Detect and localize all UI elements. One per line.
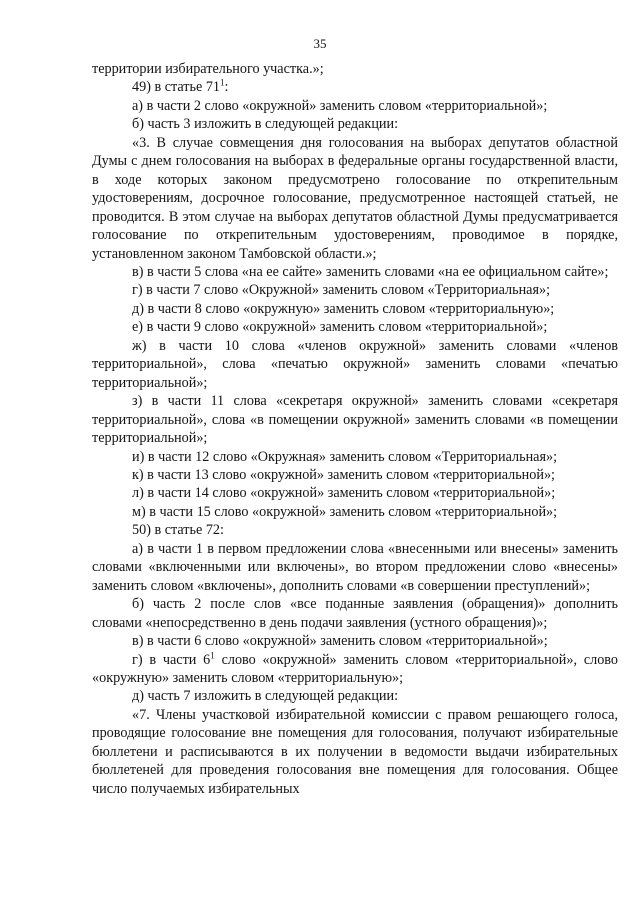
paragraph [92,503,618,521]
paragraph-text: д) в части 8 слово «окружную» заменить словом «территориальную»; [132,300,555,317]
paragraph-text: г) в части 6 [132,651,211,668]
paragraph [92,484,618,502]
paragraph-text: б) часть 2 после слов «все поданные заявления (обращения)» дополнить словами «непосредственно в день подачи заявления (устного обращения)»; [92,596,618,631]
paragraph-text: ж) в части 10 слова «членов окружной» заменить словами «членов территориальной», слова «печатью окружной» заменить словами «печатью территориальной»; [92,337,618,391]
paragraph [92,595,618,632]
paragraph [92,687,618,705]
paragraph [92,300,618,318]
paragraph [92,318,618,336]
paragraph-text: 49) в статье 71 [132,79,221,96]
paragraph [92,97,618,115]
paragraph [92,466,618,484]
paragraph [92,632,618,650]
paragraph-text: а) в части 2 слово «окружной» заменить словом «территориальной»; [132,97,548,114]
paragraph [92,134,618,263]
paragraph-text: е) в части 9 слово «окружной» заменить словом «территориальной»; [132,319,548,336]
paragraph [92,78,618,96]
paragraph [92,392,618,447]
paragraph-text: з) в части 11 слова «секретаря окружной» заменить словами «секретаря территориальной», слова «в помещении окружной» заменить словами «в помещении территориальной»; [92,393,618,447]
paragraph-text: территории избирательного участка.»; [92,61,324,77]
paragraph-text: б) часть 3 изложить в следующей редакции: [132,116,399,133]
paragraph-text: л) в части 14 слово «окружной» заменить словом «территориальной»; [132,485,556,502]
paragraph-text: в) в части 5 слова «на ее сайте» заменить словами «на ее официальном сайте»; [132,263,609,280]
paragraph [92,651,618,688]
paragraph-text: «3. В случае совмещения дня голосования на выборах депутатов областной Думы с днем голосования на выборах в федеральные органы государственной власти, в ходе которых законом предусмотрено голосование по открепительным удостоверениям, досрочное голосование, предусмотренное настоящей статьей, не проводится. В этом случае на выборах депутатов областной Думы предусматривается голосование по открепительным удостоверениям, проводимое в порядке, установленном законом Тамбовской области.»; [92,134,618,262]
paragraph-text-continued: слово «окружной» заменить словом «территориальной», слово «окружную» заменить словом «территориальную»; [92,651,618,686]
paragraph [92,115,618,133]
paragraph [92,60,618,78]
paragraph [92,540,618,595]
paragraph-text: и) в части 12 слово «Окружная» заменить словом «Территориальная»; [132,448,558,465]
paragraph-text: а) в части 1 в первом предложении слова «внесенными или внесены» заменить словами «включенными или включены», во втором предложении слово «внесены» заменить словом «включены», дополнить словами «в совершении преступлений»; [92,540,618,594]
paragraph-text: «7. Члены участковой избирательной комиссии с правом решающего голоса, проводящие голосование вне помещения для голосования, получают избирательные бюллетени и расписываются в их получении в ведомости выдачи избирательных бюллетеней для проведения голосования вне помещения для голосования. Общее число получаемых избирательных [92,706,618,797]
paragraph-text: к) в части 13 слово «окружной» заменить словом «территориальной»; [132,466,555,483]
page-number: 35 [313,36,327,51]
paragraph [92,337,618,392]
superscript-index: 1 [210,649,215,660]
paragraph [92,263,618,281]
paragraph [92,281,618,299]
paragraph [92,521,618,539]
paragraph-text: д) часть 7 изложить в следующей редакции: [132,688,399,705]
paragraph-text: в) в части 6 слово «окружной» заменить словом «территориальной»; [132,633,548,650]
superscript-index: 1 [220,77,225,88]
document-body [92,60,618,798]
paragraph-text: 50) в статье 72: [132,522,224,539]
paragraph-text-continued: : [224,79,229,96]
paragraph-text: м) в части 15 слово «окружной» заменить словом «территориальной»; [132,503,558,520]
paragraph-text: г) в части 7 слово «Окружной» заменить словом «Территориальная»; [132,282,551,299]
paragraph [92,448,618,466]
paragraph [92,706,618,798]
